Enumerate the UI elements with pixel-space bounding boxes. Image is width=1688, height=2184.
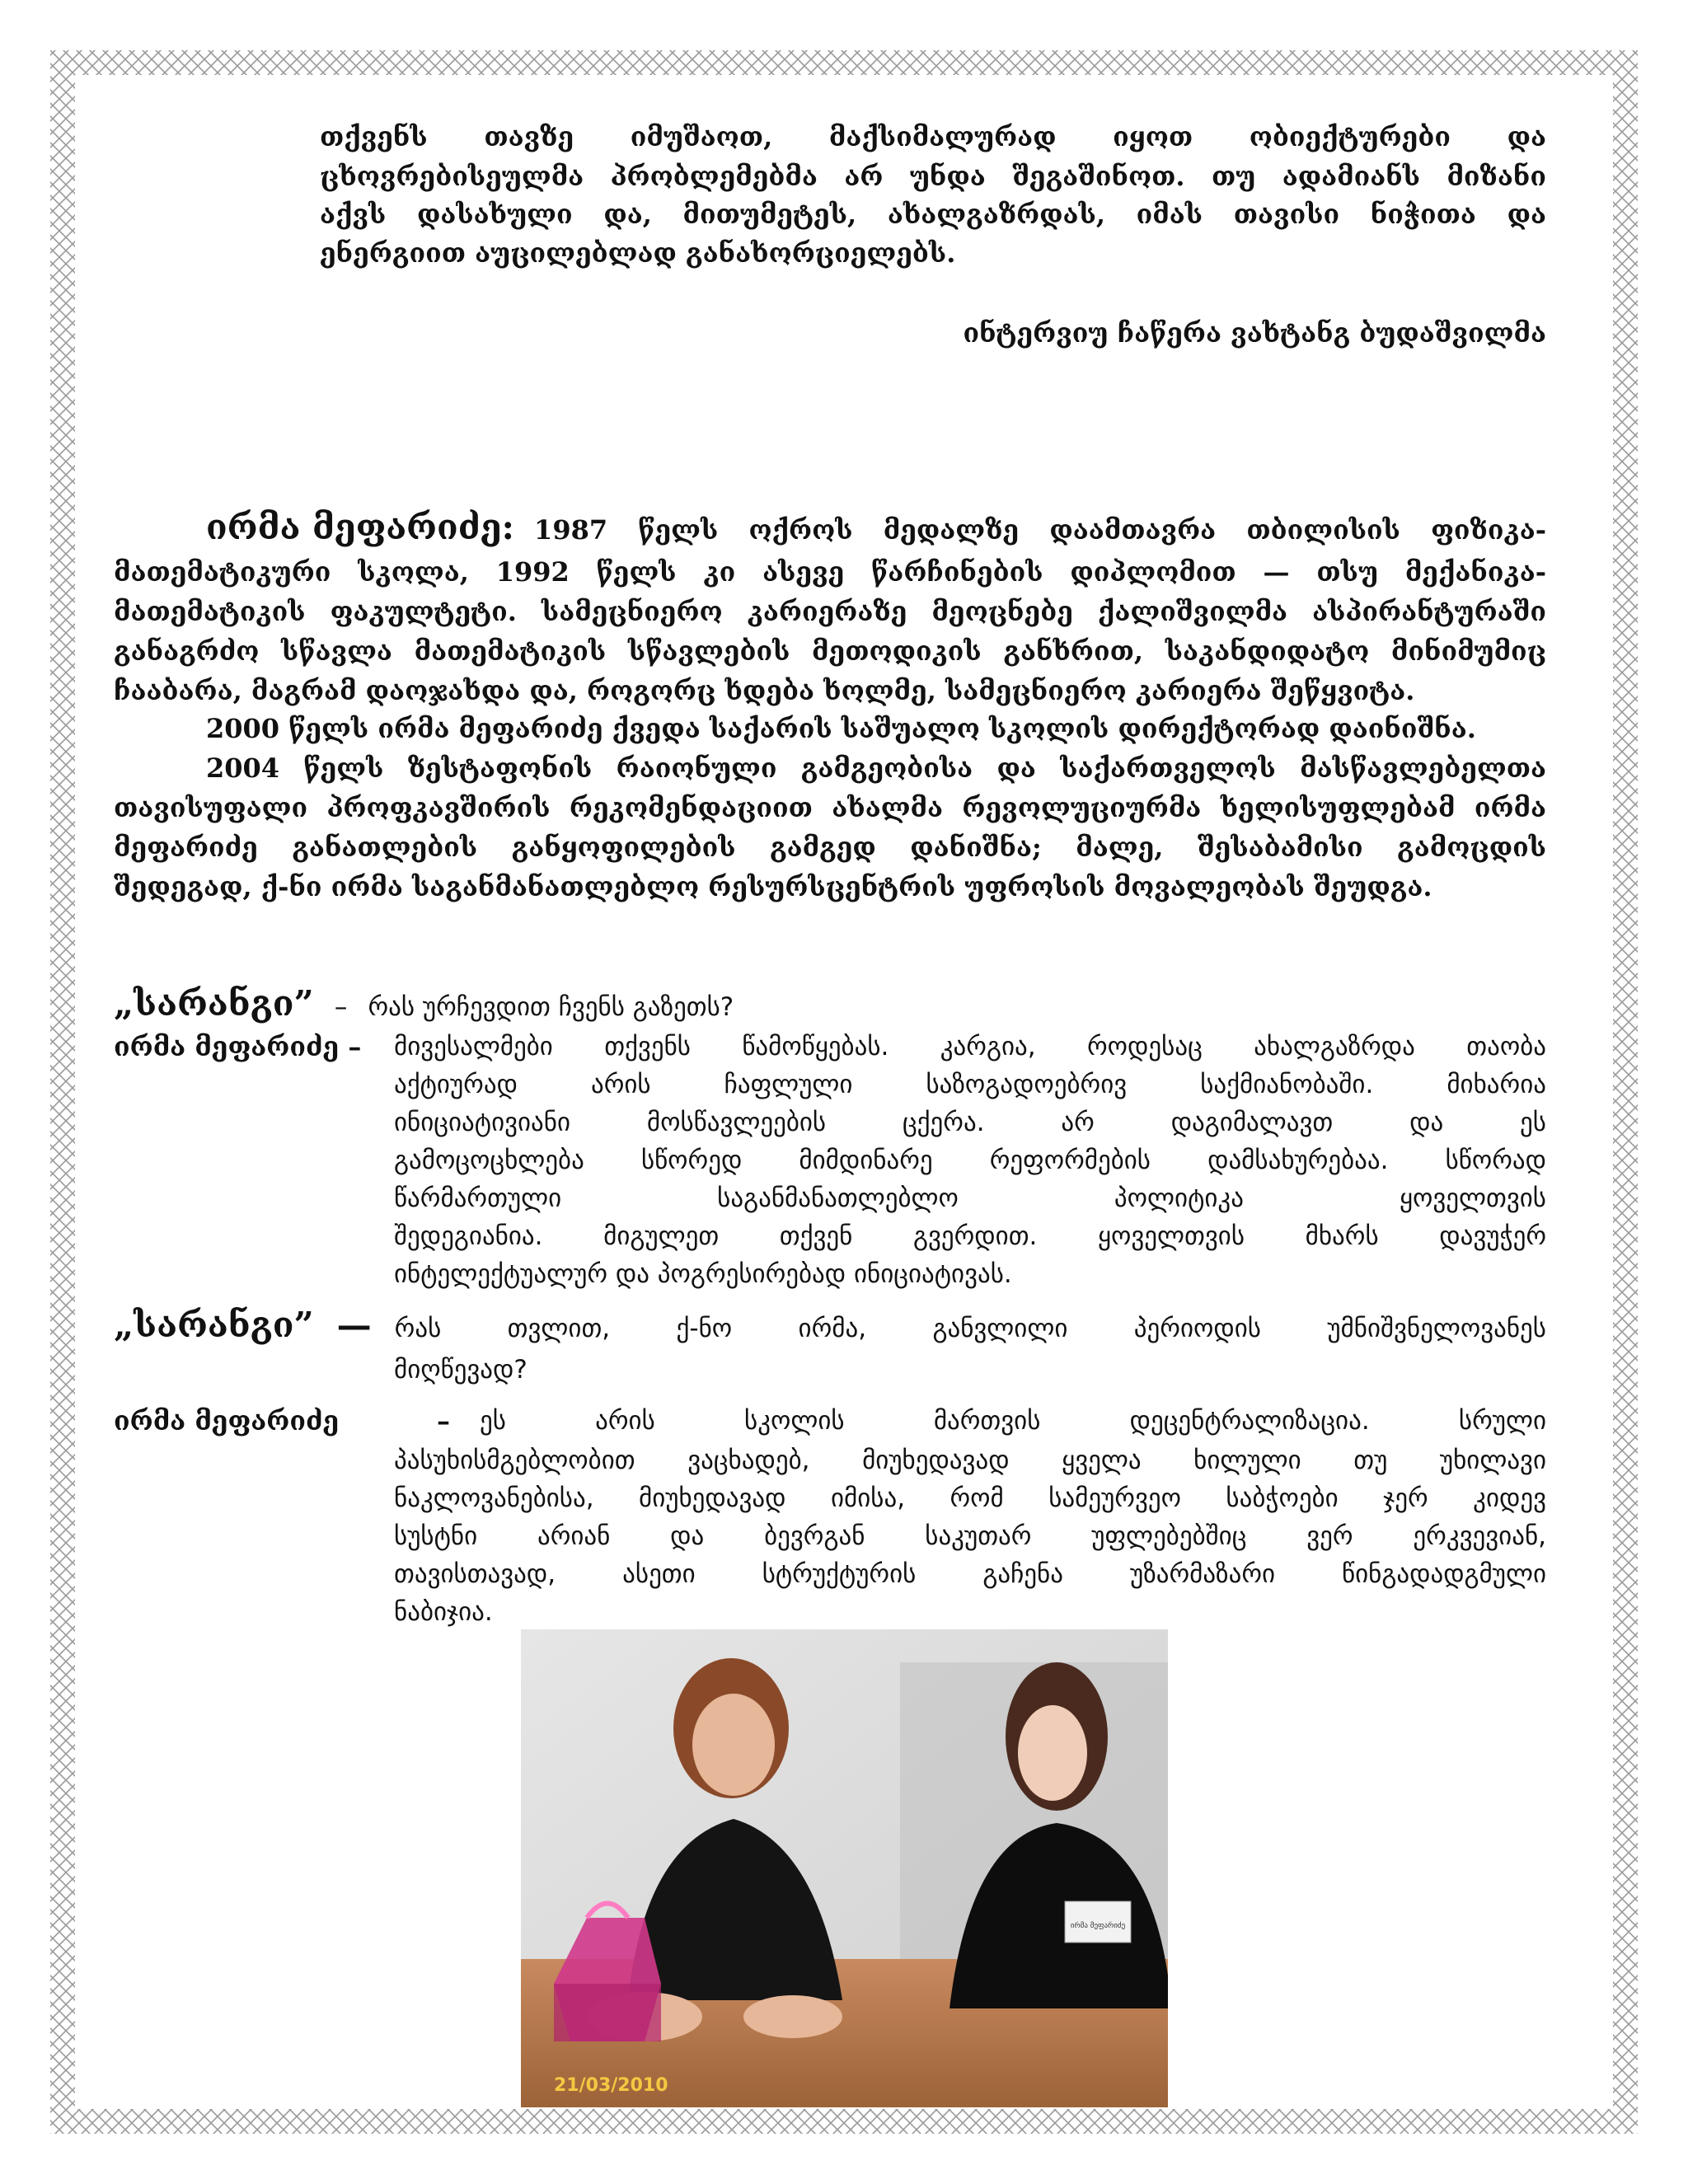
- answer-line: ინიციატივიანი მოსწავლეების ცქერა. არ დაგიმალავთ და ეს: [394, 1108, 1546, 1137]
- answer-line: ინტელექტუალურ და პოგრესირებად ინიციატივას.: [394, 1259, 1012, 1289]
- intro-line: ენერგიით აუცილებლად განახორციელებს.: [320, 237, 956, 269]
- answer-label-row: [114, 1403, 369, 1439]
- question-dash: —: [336, 1305, 372, 1345]
- answer-line: მივესალმები თქვენს წამოწყებას. კარგია, როდესაც ახალგაზრდა თაობა: [394, 1032, 1546, 1062]
- question-text: რას ურჩევდით ჩვენს გაზეთს?: [368, 992, 734, 1022]
- bio-line: მათემატიკის ფაკულტეტი. სამეცნიერო კარიერაზე მეოცნებე ქალიშვილმა ასპირანტურაში: [114, 596, 1546, 627]
- bio-line: შედეგად, ქ-ნი ირმა საგანმანათლებლო რესურსცენტრის უფროსის მოვალეობას შეუდგა.: [114, 871, 1432, 902]
- answer-line: აქტიურად არის ჩაფლული საზოგადოებრივ საქმიანობაში. მიხარია: [394, 1070, 1546, 1099]
- bio-line: მათემატიკური სკოლა, 1992 წელს კი ასევე წარჩინების დიპლომით — თსუ მექანიკა-: [114, 556, 1546, 588]
- date-stamp: 21/03/2010: [554, 2075, 668, 2096]
- answer-line: წარმართული საგანმანათლებლო პოლიტიკა ყოველთვის: [394, 1183, 1546, 1213]
- bio-line: ჩააბარა, მაგრამ დაოჯახდა და, როგორც ხდება ხოლმე, სამეცნიერო კარიერა შეწყვიტა.: [114, 675, 1415, 706]
- intro-line: ცხოვრებისეულმა პრობლემებმა არ უნდა შეგაშინოთ. თუ ადამიანს მიზანი: [320, 161, 1546, 192]
- answer-line: შედეგიანია. მიგულეთ თქვენ გვერდით. ყოველთვის მხარს დავუჭერ: [394, 1221, 1546, 1251]
- question-label: „სარანგი”: [114, 983, 314, 1024]
- answer-line: ნაკლოვანებისა, მიუხედავად იმისა, რომ სამეურვეო საბჭოები ჯერ კიდევ: [394, 1483, 1546, 1513]
- intro-line: თქვენს თავზე იმუშაოთ, მაქსიმალურად იყოთ ობიექტურები და: [320, 121, 1546, 152]
- bio-first-line-text: 1987 წელს ოქროს მედალზე დაამთავრა თბილისის ფიზიკა-: [534, 514, 1546, 546]
- answer-line: ეს არის სკოლის მართვის დეცენტრალიზაცია. სრული: [480, 1406, 1546, 1436]
- bio-line: განაგრძო სწავლა მათემატიკის სწავლების მეთოდიკის განხრით, საკანდიდატო მინიმუმიც: [114, 635, 1546, 667]
- interview-photo: [521, 1629, 1168, 2107]
- interview-credit: ინტერვიუ ჩაწერა ვახტანგ ბუდაშვილმა: [963, 317, 1546, 349]
- intro-line: აქვს დასახული და, მითუმეტეს, ახალგაზრდას, იმას თავისი ნიჭითა და: [320, 199, 1546, 230]
- answer-label: ირმა მეფარიძე: [114, 1405, 340, 1436]
- question-label: „სარანგი”: [114, 1305, 314, 1345]
- question-row: [114, 1307, 1546, 1347]
- answer-line: თავისთავად, ასეთი სტრუქტურის გაჩენა უზარმაზარი წინგადადგმული: [394, 1559, 1546, 1589]
- question-row: [114, 983, 734, 1025]
- bio-line: თავისუფალი პროფკავშირის რეკომენდაციით ახალმა რევოლუციურმა ხელისუფლებამ ირმა: [114, 792, 1546, 823]
- answer-line: გამოცოცხლება სწორედ მიმდინარე რეფორმების დამსახურებაა. სწორად: [394, 1146, 1546, 1175]
- bio-paragraph-2: 2000 წელს ირმა მეფარიძე ქვედა საქარის საშუალო სკოლის დირექტორად დაინიშნა.: [206, 713, 1476, 744]
- question-dash: –: [334, 992, 348, 1022]
- answer-line: ნაბიჯია.: [394, 1597, 493, 1627]
- answer-dash: –: [437, 1405, 450, 1436]
- bio-name: ირმა მეფარიძე:: [206, 507, 515, 547]
- name-badge: ირმა მეფარიძე: [1070, 1922, 1126, 1930]
- bio-paragraph-3-first: 2004 წელს ზესტაფონის რაიონული გამგეობისა და საქართველოს მასწავლებელთა: [206, 752, 1546, 784]
- answer-line: პასუხისმგებლობით ვაცხადებ, მიუხედავად ყველა ხილული თუ უხილავი: [394, 1446, 1546, 1475]
- answer-line: სუსტნი არიან და ბევრგან საკუთარ უფლებებშიც ვერ ერკვევიან,: [394, 1521, 1546, 1551]
- question-text-continued: მიღწევად?: [394, 1355, 528, 1385]
- photo-illustration: [521, 1629, 1168, 2107]
- answer-label: ირმა მეფარიძე –: [114, 1031, 362, 1062]
- bio-line: მეფარიძე განათლების განყოფილების გამგედ დანიშნა; მალე, შესაბამისი გამოცდის: [114, 832, 1546, 863]
- question-text: რას თვლით, ქ-ნო ირმა, განვლილი პერიოდის უმნიშვნელოვანეს: [394, 1314, 1546, 1343]
- bio-first-line: [206, 509, 1546, 548]
